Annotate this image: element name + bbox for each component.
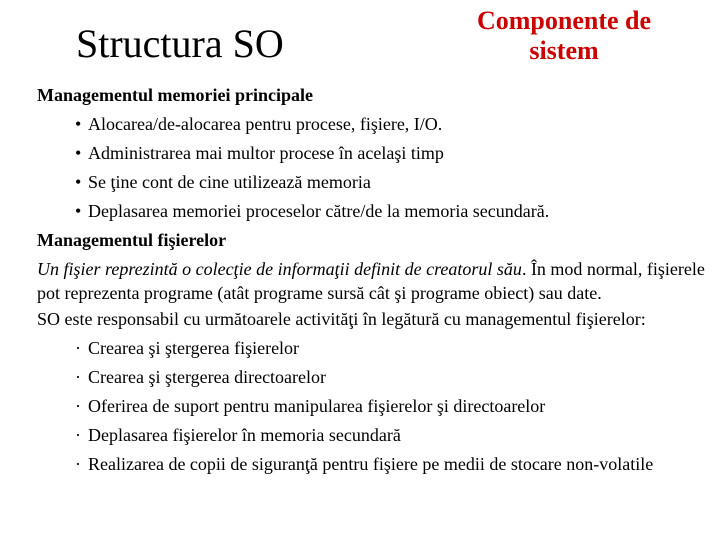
bullet-icon: • <box>75 143 82 163</box>
files-heading: Managementul fişierelor <box>37 230 227 250</box>
file-definition-italic: Un fişier reprezintă o colecţie de informaţii definit de creatorul său <box>37 259 522 279</box>
page-title: Structura SO <box>76 21 284 66</box>
slide-content <box>37 81 717 479</box>
list-item <box>37 392 717 421</box>
list-item <box>37 421 717 450</box>
list-item <box>37 334 717 363</box>
list-item-text: Deplasarea fişierelor în memoria secundară <box>88 425 401 445</box>
memory-heading: Managementul memoriei principale <box>37 85 313 105</box>
list-item-text: Se ţine cont de cine utilizează memoria <box>88 172 371 192</box>
bullet-icon: · <box>75 396 81 416</box>
bullet-icon: · <box>75 367 81 387</box>
bullet-icon: • <box>75 172 82 192</box>
list-item-text: Alocarea/de-alocarea pentru procese, fişiere, I/O. <box>88 114 443 134</box>
list-item-text: Administrarea mai multor procese în acelaşi timp <box>88 143 444 163</box>
list-item-text: Oferirea de suport pentru manipularea fişierelor şi directoarelor <box>88 396 546 416</box>
responsibility-intro: SO este responsabil cu următoarele activităţi în legătură cu managementul fişierelor: <box>37 309 646 329</box>
bullet-icon: · <box>75 425 81 445</box>
list-item <box>37 168 717 197</box>
list-item-text: Crearea şi ştergerea fişierelor <box>88 338 300 358</box>
file-definition <box>37 258 717 305</box>
list-item-text: Crearea şi ştergerea directoarelor <box>88 367 327 387</box>
bullet-icon: • <box>75 201 82 221</box>
file-definition-rest: . În mod normal, fişierele pot reprezenta programe (atât programe sursă cât şi programe obiect) sau date. <box>37 259 705 303</box>
list-item-text: Deplasarea memoriei proceselor către/de la memoria secundară. <box>88 201 550 221</box>
bullet-icon: • <box>75 114 82 134</box>
list-item <box>37 363 717 392</box>
bullet-icon: · <box>75 454 81 474</box>
list-item <box>37 197 717 226</box>
list-item-text: Realizarea de copii de siguranţă pentru fişiere pe medii de stocare non-volatile <box>88 454 654 474</box>
list-item <box>37 450 717 479</box>
list-item <box>37 139 717 168</box>
page-subtitle: Componente de sistem <box>476 6 652 65</box>
list-item <box>37 110 717 139</box>
bullet-icon: · <box>75 338 81 358</box>
